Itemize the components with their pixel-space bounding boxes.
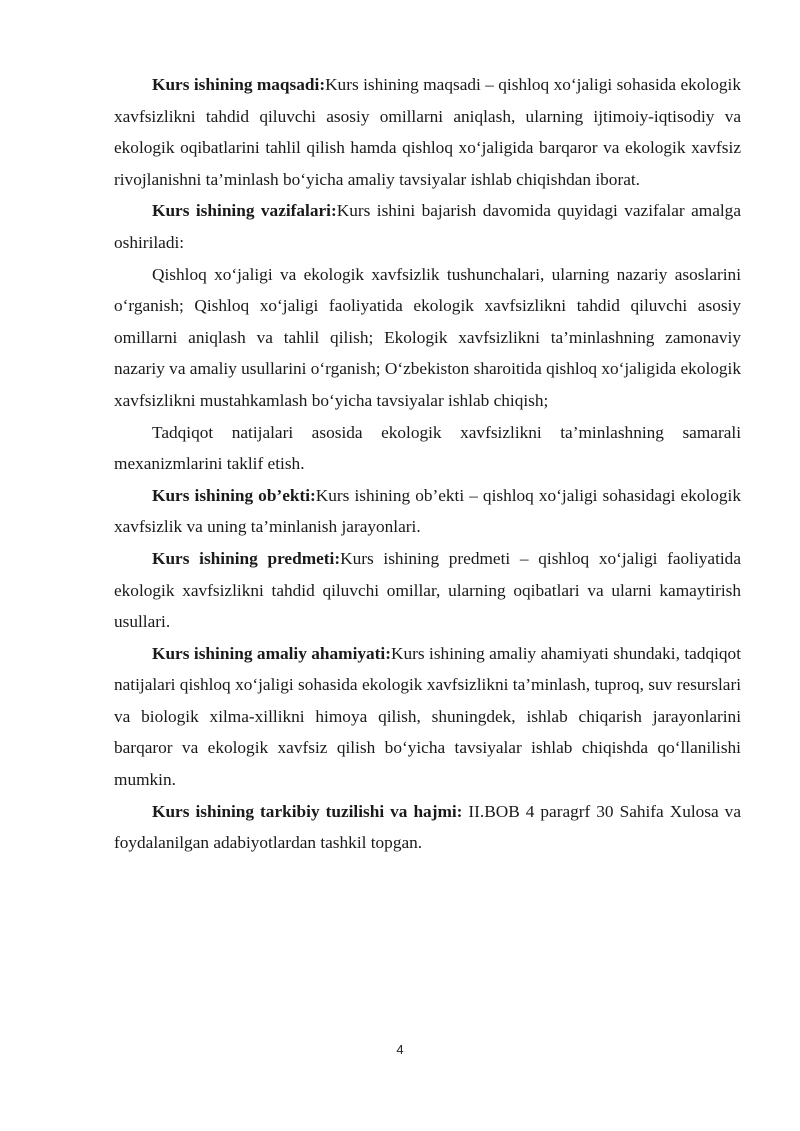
paragraph-text: Kurs ishining ob’ekti – qishloq xo‘jaligi sohasidagi ekologik xavfsizlik va uning ta’minlanish jarayonlari. xyxy=(114,485,741,537)
paragraph-text: Tadqiqot natijalari asosida ekologik xavfsizlikni ta’minlashning samarali mexanizmlarini taklif etish. xyxy=(114,422,741,474)
paragraph-label: Kurs ishining tarkibiy tuzilishi va hajmi: xyxy=(152,801,463,821)
paragraph-goal xyxy=(114,69,741,195)
paragraph-label: Kurs ishining amaliy ahamiyati: xyxy=(152,643,391,663)
page-number: 4 xyxy=(396,1042,404,1057)
paragraph-task-list xyxy=(114,259,741,417)
paragraph-structure xyxy=(114,796,741,859)
paragraph-tasks xyxy=(114,195,741,258)
document-body xyxy=(114,69,741,859)
paragraph-object xyxy=(114,480,741,543)
paragraph-label: Kurs ishining maqsadi: xyxy=(152,75,326,94)
paragraph-label: Kurs ishining vazifalari: xyxy=(152,201,337,221)
paragraph-text: Kurs ishining maqsadi – qishloq xo‘jaligi sohasida ekologik xavfsizlikni tahdid qiluvchi asosiy omillarni aniqlash, ularning ijtimoiy-iqtisodiy va ekologik oqibatlarini tahlil qilish hamda qishloq xo‘jaligida barqaror va ekologik xavfsiz rivojlanishni ta’minlash bo‘yicha amaliy tavsiyalar ishlab chiqishdan iborat. xyxy=(114,75,741,189)
paragraph-practical-value xyxy=(114,638,741,796)
paragraph-text: Kurs ishining amaliy ahamiyati shundaki, tadqiqot natijalari qishloq xo‘jaligi sohasida ekologik xavfsizlikni ta’minlash, tuproq, suv resurslari va biologik xilma-xillikni himoya qilish, shuningdek, ishlab chiqarish jarayonlarini barqaror va ekologik xavfsiz qilish bo‘yicha tavsiyalar ishlab chiqishda qo‘llanilishi mumkin. xyxy=(114,643,741,790)
paragraph-task-final xyxy=(114,417,741,480)
paragraph-text: II.BOB 4 paragrf 30 Sahifa Xulosa va foydalanilgan adabiyotlardan tashkil topgan. xyxy=(114,801,741,853)
paragraph-text: Kurs ishini bajarish davomida quyidagi vazifalar amalga oshiriladi: xyxy=(114,201,741,252)
paragraph-label: Kurs ishining ob’ekti: xyxy=(152,485,316,505)
paragraph-text: Qishloq xo‘jaligi va ekologik xavfsizlik tushunchalari, ularning nazariy asoslarini o‘rganish; Qishloq xo‘jaligi faoliyatida ekologik xavfsizlikni tahdid qiluvchi asosiy omillarni aniqlash va tahlil qilish; Ekologik xavfsizlikni ta’minlashning zamonaviy nazariy va amaliy usullarini o‘rganish; O‘zbekiston sharoitida qishloq xo‘jaligida ekologik xavfsizlikni mustahkamlash bo‘yicha tavsiyalar ishlab chiqish; xyxy=(114,264,741,410)
paragraph-subject xyxy=(114,543,741,638)
paragraph-label: Kurs ishining predmeti: xyxy=(152,548,341,568)
paragraph-text: Kurs ishining predmeti – qishloq xo‘jaligi faoliyatida ekologik xavfsizlikni tahdid qiluvchi omillar, ularning oqibatlari va ularni kamaytirish usullari. xyxy=(114,548,741,632)
